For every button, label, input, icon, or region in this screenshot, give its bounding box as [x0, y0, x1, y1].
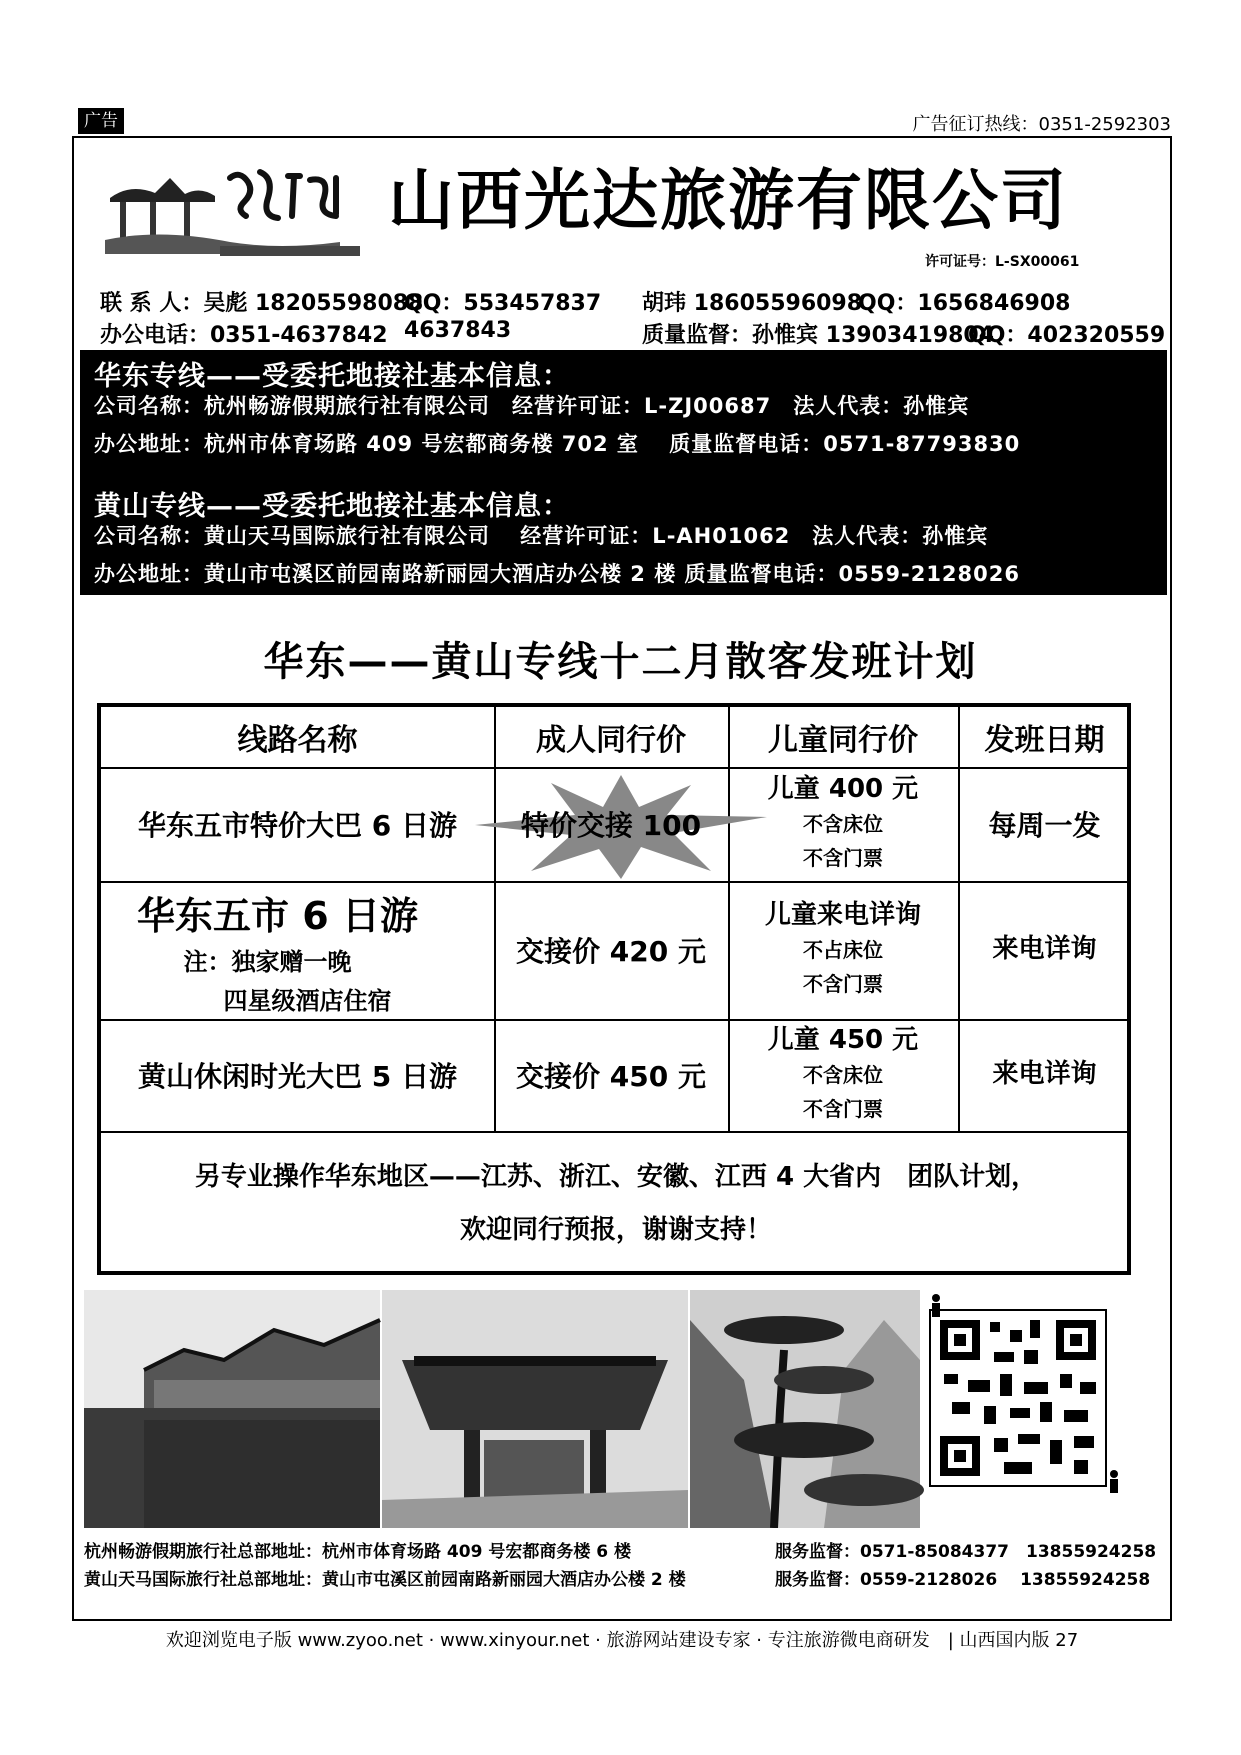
route-name: 华东五市特价大巴 6 日游	[138, 809, 457, 842]
depart-date: 来电详询	[992, 1059, 1097, 1090]
pavilion-photo	[382, 1290, 688, 1528]
hangzhou-hq-address: 杭州畅游假期旅行社总部地址：杭州市体育场路 409 号宏都商务楼 6 楼	[84, 1542, 631, 1562]
child-price	[728, 881, 958, 1019]
company-logo	[100, 158, 365, 270]
depart-date: 来电详询	[992, 934, 1097, 965]
huangshan-service-supervision: 服务监督：0559-2128026 13855924258	[775, 1570, 1151, 1590]
depart-date: 每周一发	[988, 809, 1101, 842]
header-depart-date: 发班日期	[984, 723, 1105, 758]
ad-tag: 广告	[78, 108, 124, 134]
table-footer	[101, 1131, 1131, 1271]
huangshan-agency-title: 黄山专线——受委托地接社基本信息：	[94, 491, 570, 522]
east-agency-line-1: 公司名称：杭州畅游假期旅行社有限公司 经营许可证：L-ZJ00687 法人代表：孙惟宾	[94, 394, 970, 418]
adult-price: 交接价 420 元	[516, 935, 706, 968]
child-price-main: 儿童 400 元	[767, 774, 919, 805]
contact-qq: QQ：553457837	[404, 291, 602, 316]
contact-qq-2: QQ：1656846908	[858, 291, 1071, 316]
child-price-main: 儿童 450 元	[767, 1025, 919, 1056]
quality-supervisor: 质量监督：孙惟宾 13903419804	[642, 323, 995, 348]
east-agency-title: 华东专线——受委托地接社基本信息：	[94, 361, 570, 392]
quality-qq: QQ：402320559	[968, 323, 1166, 348]
east-agency-line-2: 办公地址：杭州市体育场路 409 号宏都商务楼 702 室 质量监督电话：0571-87793830	[94, 432, 1021, 456]
adult-price: 交接价 450 元	[516, 1060, 706, 1093]
table-footer-line-2: 欢迎同行预报，谢谢支持！	[459, 1215, 772, 1245]
agency-info-box	[80, 350, 1167, 595]
huangshan-agency-line-2: 办公地址：黄山市屯溪区前园南路新丽园大酒店办公楼 2 楼 质量监督电话：0559-2128026	[94, 562, 1020, 586]
schedule-table	[97, 703, 1131, 1275]
child-note-ticket: 不含门票	[803, 1096, 883, 1121]
header-adult-price: 成人同行价	[536, 723, 686, 758]
person-icon	[932, 1294, 940, 1317]
child-note-bed: 不含床位	[803, 1062, 883, 1087]
person-icon	[1110, 1470, 1118, 1493]
header-child-price: 儿童同行价	[768, 723, 918, 758]
office-phone-2: 4637843	[404, 318, 512, 343]
huangshan-pine-photo	[690, 1290, 924, 1528]
scenery-photos	[84, 1290, 1160, 1528]
child-note-ticket: 不含门票	[803, 971, 883, 996]
adult-price: 特价交接 100	[520, 809, 702, 842]
header-route: 线路名称	[237, 723, 358, 758]
child-price	[728, 1019, 958, 1131]
ad-hotline: 广告征订热线：0351-2592303	[912, 114, 1171, 135]
huangshan-agency-line-1: 公司名称：黄山天马国际旅行社有限公司 经营许可证：L-AH01062 法人代表：孙惟宾	[94, 524, 989, 548]
company-name: 山西光达旅游有限公司	[388, 162, 1068, 239]
contact-person-2: 胡玮 18605596098	[642, 291, 863, 316]
huangshan-hq-address: 黄山天马国际旅行社总部地址：黄山市屯溪区前园南路新丽园大酒店办公楼 2 楼	[84, 1570, 686, 1590]
route-name-text: 华东五市 6 日游	[137, 893, 418, 938]
route-name: 黄山休闲时光大巴 5 日游	[138, 1060, 457, 1093]
table-footer-line-1: 另专业操作华东地区——江苏、浙江、安徽、江西 4 大省内 团队计划，	[194, 1162, 1038, 1192]
plan-title: 华东——黄山专线十二月散客发班计划	[263, 639, 978, 685]
qr-code	[930, 1310, 1106, 1486]
office-phone: 办公电话：0351-4637842	[100, 323, 388, 348]
child-note-bed: 不占床位	[803, 937, 883, 962]
page-footer: 欢迎浏览电子版 www.zyoo.net · www.xinyour.net · 旅游网站建设专家 · 专注旅游微电商研发 | 山西国内版 27	[165, 1630, 1079, 1651]
license-number: 许可证号：L-SX00061	[925, 254, 1080, 270]
child-note-bed: 不含床位	[803, 811, 883, 836]
route-name	[101, 881, 494, 1019]
route-note-1: 注：独家赠一晚	[183, 947, 352, 976]
child-price-main: 儿童来电详询	[764, 900, 921, 931]
hangzhou-service-supervision: 服务监督：0571-85084377 13855924258	[775, 1542, 1157, 1562]
child-price	[728, 767, 958, 881]
child-note-ticket: 不含门票	[803, 845, 883, 870]
contact-person: 联 系 人：吴彪 18205598088	[100, 291, 424, 316]
route-note-2: 四星级酒店住宿	[223, 986, 392, 1015]
water-town-photo	[84, 1290, 380, 1528]
